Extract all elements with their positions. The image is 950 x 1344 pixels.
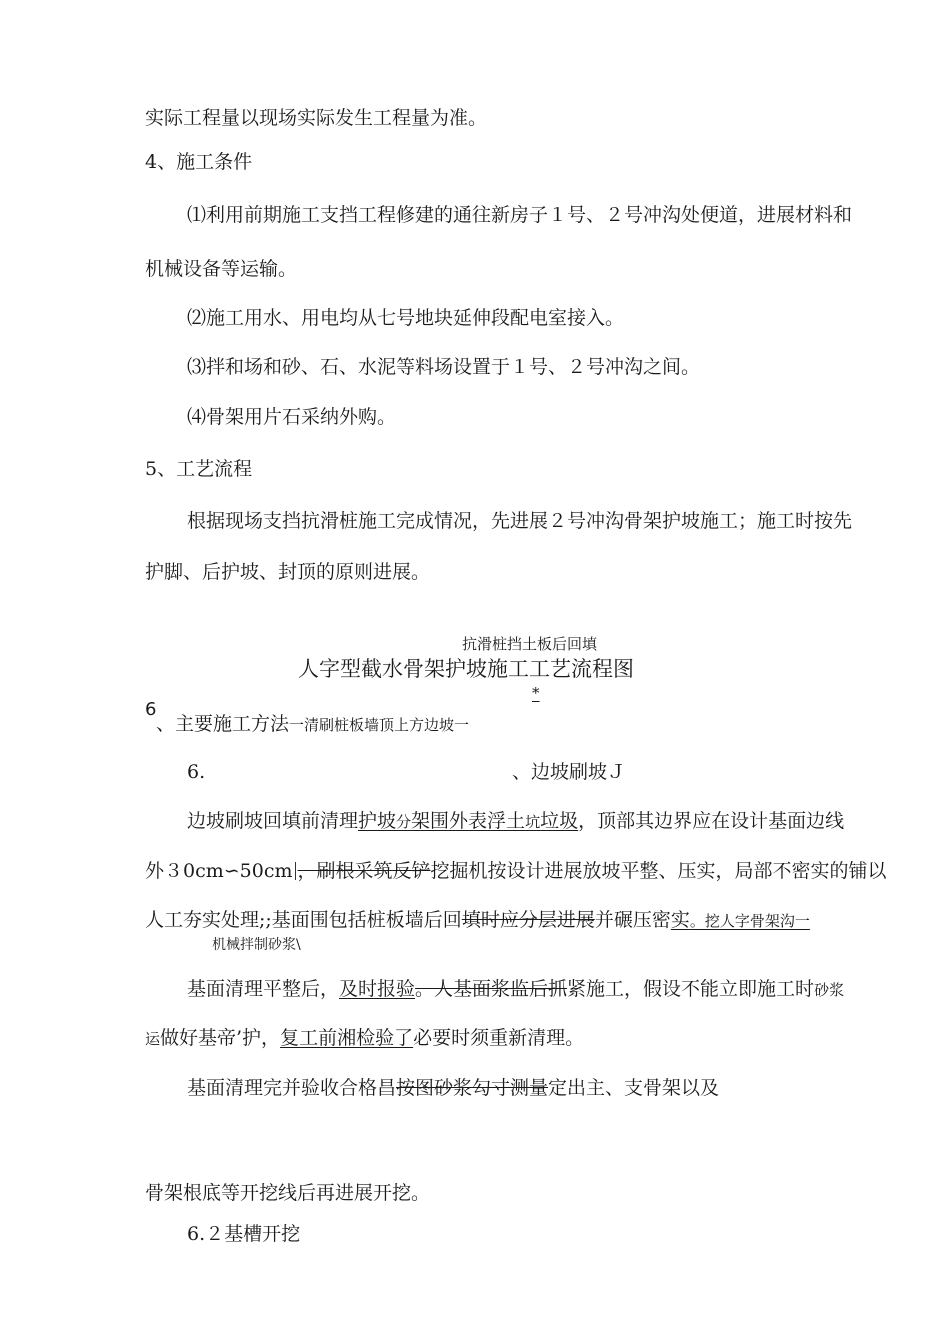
paragraph-line xyxy=(145,908,810,932)
text-run: 按图砂浆勾寸测量 xyxy=(396,1077,549,1099)
flowchart-step: 。挖人字骨架沟一 xyxy=(689,912,810,930)
text-line: ⑵施工用水、用电均从七号地块延伸段配电室接入。 xyxy=(187,307,625,329)
subsection-number: 6. xyxy=(187,761,206,783)
text-line: 机械设备等运输。 xyxy=(145,258,298,280)
text-run: 分 xyxy=(396,813,412,831)
text-run: 垃圾 xyxy=(540,810,579,832)
text-line: 根据现场支挡抗滑桩施工完成情况，先进展２号冲沟骨架护坡施工；施工时按先 xyxy=(187,510,853,532)
paragraph-line xyxy=(145,1026,584,1050)
text-run: 挖掘机按设计进展放坡平整、压实，局部不密实的铺以 xyxy=(430,860,887,882)
text-run: 实 xyxy=(670,909,690,931)
flowchart-title: 人字型截水骨架护坡施工工艺流程图 xyxy=(298,657,634,681)
text-run: 外３0cm∽50cm xyxy=(145,860,293,882)
section-heading xyxy=(156,712,469,736)
section-title: 、主要施工方法 xyxy=(156,713,290,735)
text-run: 填时应分层进展 xyxy=(461,909,595,931)
text-run: 。人基面浆监后抓 xyxy=(415,978,568,1000)
text-run: ，刷根采筑反铲 xyxy=(297,860,431,882)
text-run: 边坡刷坡回填前清理 xyxy=(187,810,359,832)
flowchart-step: 一清刷桩板墙顶上方边坡一 xyxy=(289,716,470,734)
paragraph-line: 骨架根底等开挖线后再进展开挖。 xyxy=(145,1182,431,1204)
flowchart-step: 砂浆 xyxy=(814,981,845,999)
text-run: 及时报验 xyxy=(339,978,416,1000)
text-run: 做好基帝’护， xyxy=(160,1027,281,1049)
text-run: 复工前湘检验了 xyxy=(280,1027,414,1049)
text-line: 护脚、后护坡、封顶的原则进展。 xyxy=(145,561,431,583)
text-run: 人工夯实处理;;基面围包括桩板墙后回 xyxy=(145,909,462,931)
section-heading: 5、工艺流程 xyxy=(145,458,253,480)
text-run: 基面清理平整后， xyxy=(187,978,340,1000)
text-run: ，顶部其边界应在设计基面边线 xyxy=(578,810,845,832)
paragraph-line xyxy=(187,977,844,1001)
text-run: 必要时须重新清理。 xyxy=(413,1027,585,1049)
text-run: 定出主、支骨架以及 xyxy=(548,1077,720,1099)
paragraph-line xyxy=(145,859,887,883)
text-run: 坑 xyxy=(525,813,541,831)
text-run: 并碾压密 xyxy=(594,909,671,931)
flowchart-label: 抗滑桩挡土板后回填 xyxy=(462,635,598,653)
paragraph-line xyxy=(187,809,844,833)
text-run: 架围外表浮土 xyxy=(411,810,526,832)
subsection-title: 6.２基槽开挖 xyxy=(187,1223,301,1245)
text-run: 护坡 xyxy=(358,810,397,832)
text-line: ⑶拌和场和砂、石、水泥等料场设置于１号、２号冲沟之间。 xyxy=(187,356,701,378)
cursor-mark xyxy=(295,862,296,880)
text-line: ⑴利用前期施工支挡工程修建的通往新房子１号、２号冲沟处便道，进展材料和 xyxy=(187,204,853,226)
section-heading: 4、施工条件 xyxy=(145,151,253,173)
flowchart-step: 机械拌制砂浆\ xyxy=(212,937,301,953)
subsection-title: 、边坡刷坡Ｊ xyxy=(512,761,627,783)
text-line: 实际工程量以现场实际发生工程量为准。 xyxy=(145,107,488,129)
text-line: ⑷骨架用片石采纳外购。 xyxy=(187,406,397,428)
paragraph-line xyxy=(187,1076,719,1100)
text-run: 紧施工，假设不能立即施工时 xyxy=(567,978,815,1000)
flowchart-step: 运 xyxy=(145,1030,161,1048)
text-run: 基面清理完并验收合格昌 xyxy=(187,1077,397,1099)
section-number: 6 xyxy=(145,699,157,720)
flowchart-marker: * xyxy=(532,684,540,702)
